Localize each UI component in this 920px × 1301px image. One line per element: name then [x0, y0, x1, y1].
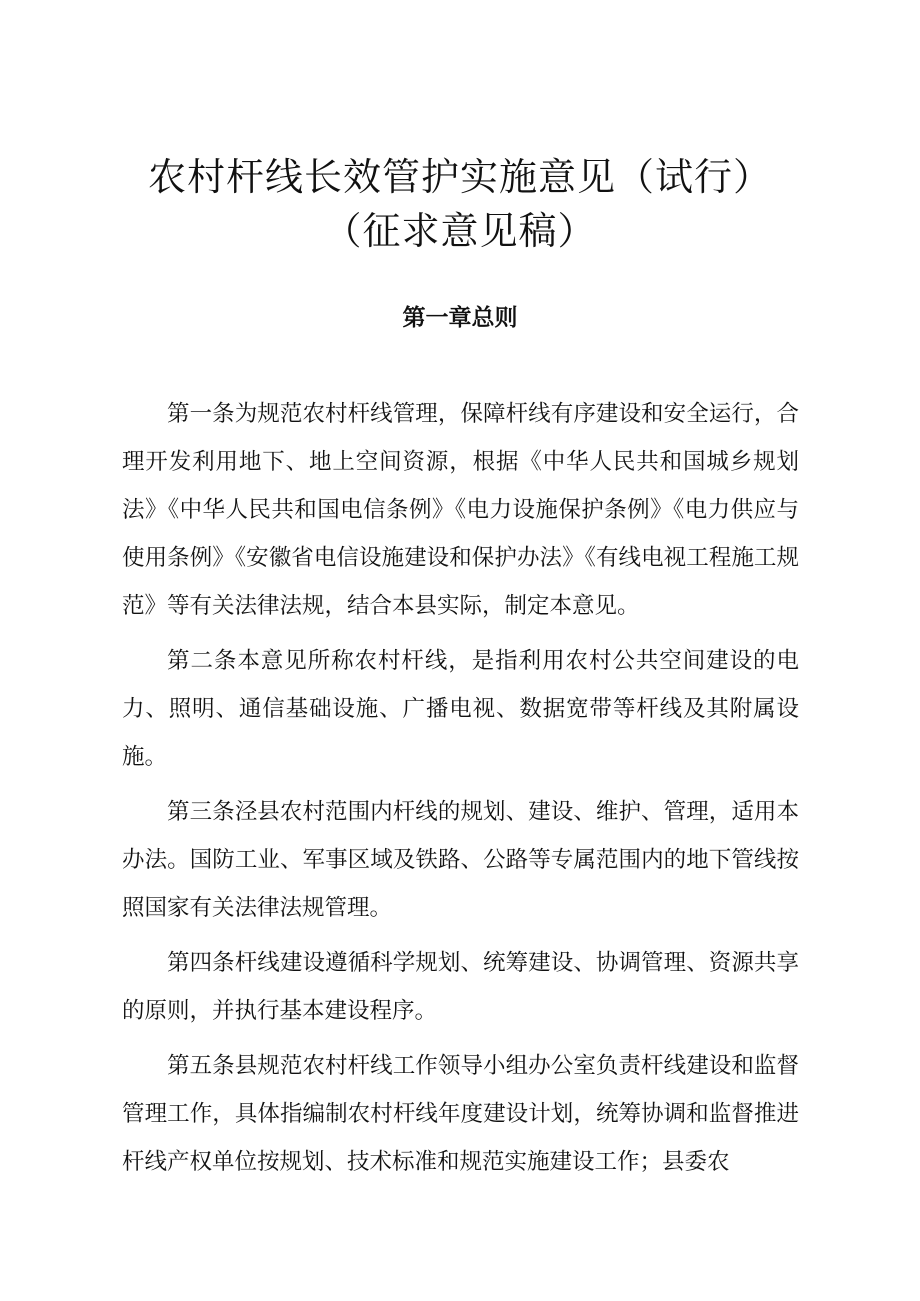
title-block [0, 150, 920, 258]
chapter-heading: 第一章总则 [402, 305, 518, 331]
document-subtitle: （征求意见稿） [323, 209, 597, 253]
article-2-paragraph: 第二条本意见所称农村杆线，是指利用农村公共空间建设的电力、照明、通信基础设施、广播电视、数据宽带等杆线及其附属设施。 [122, 648, 799, 770]
document-title: 农村杆线长效管护实施意见（试行） [147, 155, 772, 199]
document-body [122, 390, 799, 1193]
article-5-paragraph: 第五条县规范农村杆线工作领导小组办公室负责杆线建设和监督管理工作，具体指编制农村杆线年度建设计划，统筹协调和监督推进杆线产权单位按规划、技术标准和规范实施建设工作；县委农 [122, 1053, 799, 1175]
article-3-paragraph: 第三条泾县农村范围内杆线的规划、建设、维护、管理，适用本办法。国防工业、军事区域及铁路、公路等专属范围内的地下管线按照国家有关法律法规管理。 [122, 799, 799, 921]
article-4-paragraph: 第四条杆线建设遵循科学规划、统筹建设、协调管理、资源共享的原则，并执行基本建设程序。 [122, 950, 799, 1024]
article-1-paragraph: 第一条为规范农村杆线管理，保障杆线有序建设和安全运行，合理开发利用地下、地上空间资源，根据《中华人民共和国城乡规划法》《中华人民共和国电信条例》《电力设施保护条例》《电力供应与使用条例》《安徽省电信设施建设和保护办法》《有线电视工程施工规范》等有关法律法规，结合本县实际，制定本意见。 [122, 401, 799, 619]
